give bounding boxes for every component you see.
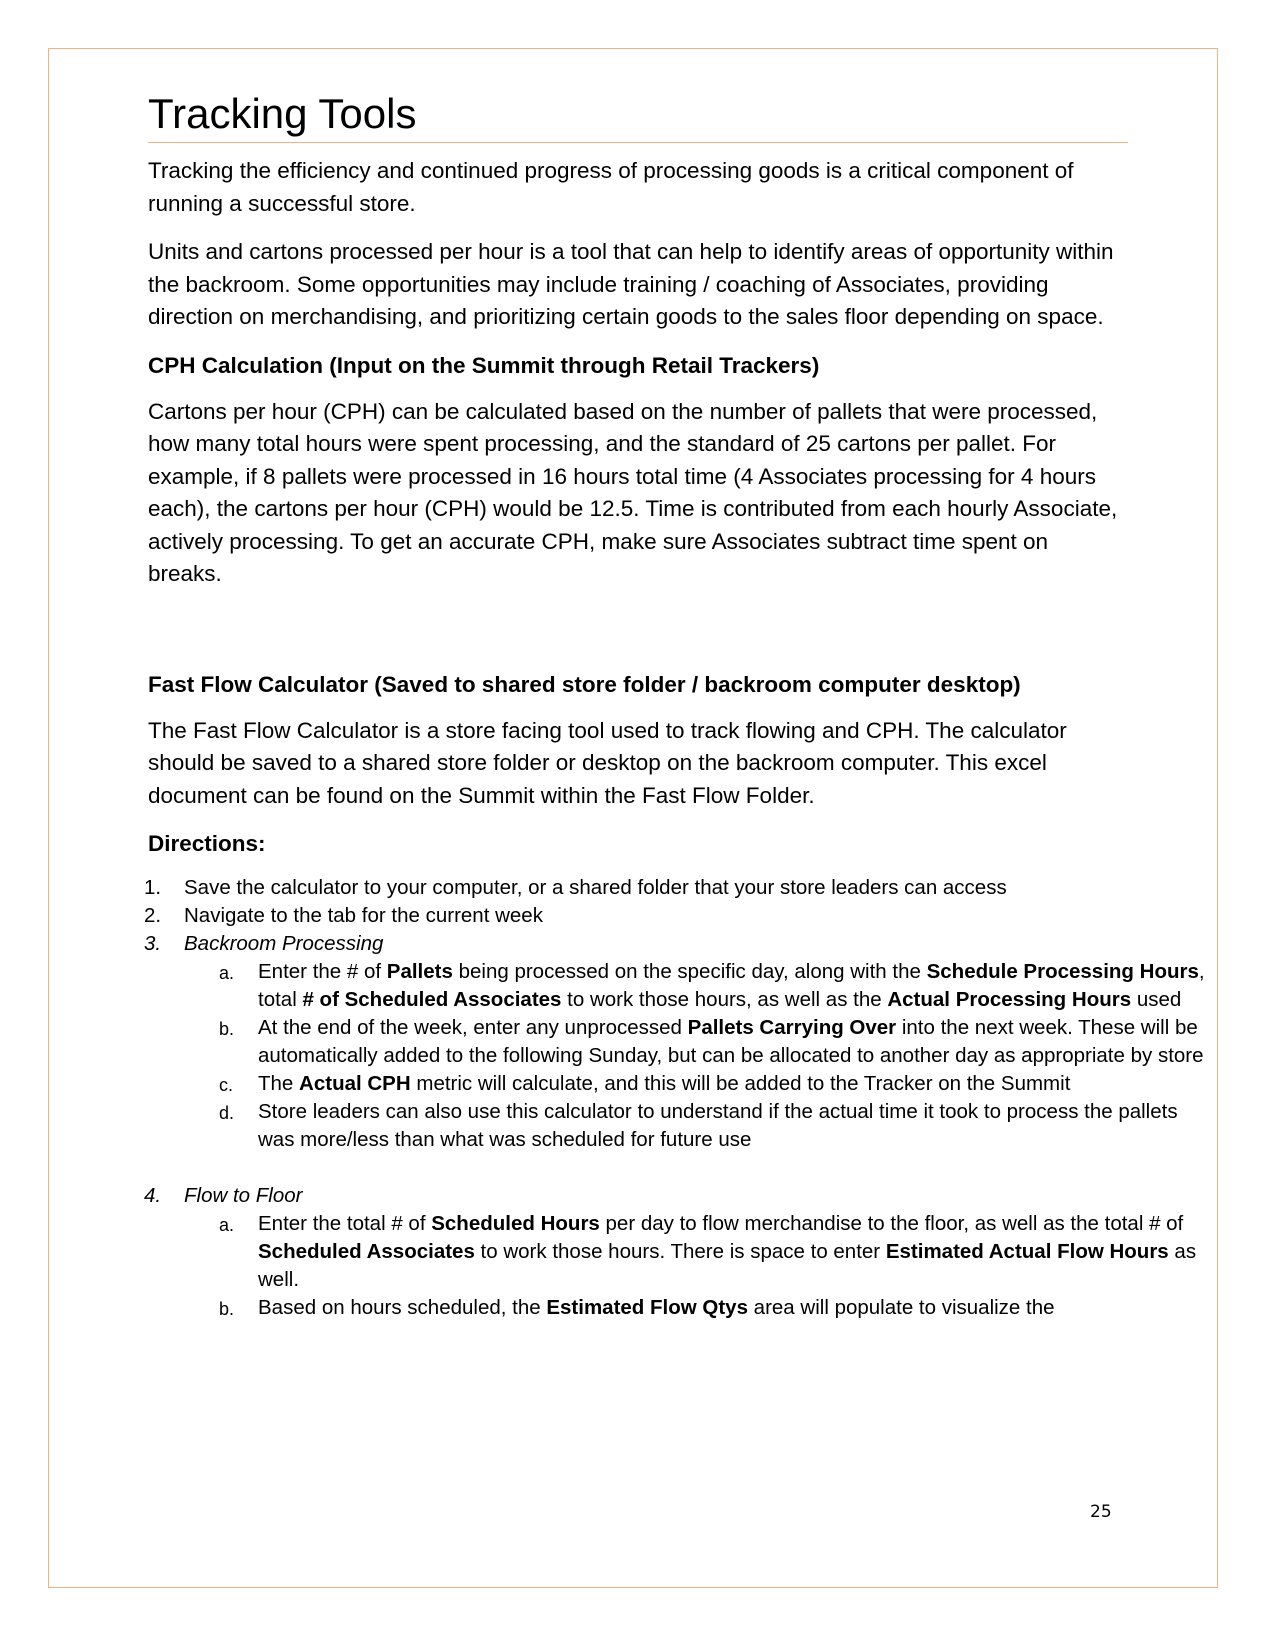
- directions-heading: Directions:: [148, 831, 266, 856]
- backroom-processing-sublist: [184, 958, 1208, 1154]
- intro-paragraph-2: Units and cartons processed per hour is a tool that can help to identify areas of opportunity within the backroom. Some opportunities may include training / coaching of Associates, providing direction on merchandising, and prioritizing certain goods to the sales floor depending on space.: [148, 239, 1114, 329]
- list-spacer: [148, 1154, 1208, 1182]
- sub-list-item: [148, 1014, 1208, 1070]
- bold-term: Scheduled Hours: [431, 1212, 600, 1235]
- text-run: metric will calculate, and this will be added to the Tracker on the Summit: [410, 1072, 1071, 1095]
- text-run: Enter the total # of: [258, 1212, 432, 1235]
- bold-term: Schedule Processing Hours: [926, 960, 1199, 983]
- text-run: as well.: [258, 1240, 1197, 1291]
- text-run: , total: [258, 960, 1205, 1011]
- list-item: [144, 930, 1208, 1154]
- bold-term: Pallets Carrying Over: [687, 1016, 897, 1039]
- sub-list-letter: b.: [219, 1299, 235, 1319]
- list-number: 2.: [144, 904, 162, 927]
- section-gap: [148, 607, 1208, 669]
- bold-term: Actual CPH: [299, 1072, 411, 1095]
- list-item-text: Save the calculator to your computer, or a shared folder that your store leaders can access: [184, 876, 1007, 899]
- list-item-text: Navigate to the tab for the current week: [184, 904, 543, 927]
- fastflow-paragraph: The Fast Flow Calculator is a store facing tool used to track flowing and CPH. The calculator should be saved to a shared store folder or desktop on the backroom computer. This excel document can be found on the Summit within the Fast Flow Folder.: [148, 717, 1067, 808]
- sub-list-item: [148, 1294, 1208, 1322]
- text-run: being processed on the specific day, along with the: [452, 960, 927, 983]
- text-run: into the next week. These will be automatically added to the following Sunday, but can be allocated to another day as appropriate by store: [258, 1016, 1204, 1067]
- text-run: to work those hours, as well as the: [561, 988, 888, 1011]
- text-run: used: [1131, 988, 1182, 1011]
- sub-list-letter: b.: [219, 1019, 235, 1039]
- sub-list-letter: c.: [219, 1075, 234, 1095]
- text-run: Based on hours scheduled, the: [258, 1296, 547, 1319]
- text-run: The: [258, 1072, 300, 1095]
- bold-term: # of Scheduled Associates: [302, 988, 562, 1011]
- page-title: Tracking Tools: [148, 90, 417, 137]
- cph-paragraph: Cartons per hour (CPH) can be calculated based on the number of pallets that were processed, how many total hours were spent processing, and the standard of 25 cartons per pallet. For example, if 8 pallets were processed in 16 hours total time (4 Associates processing for 4 hours each), the cartons per hour (CPH) would be 12.5. Time is contributed from each hourly Associate, actively processing. To get an accurate CPH, make sure Associates subtract time spent on breaks.: [148, 398, 1118, 586]
- text-run: Enter the # of: [258, 960, 387, 983]
- page-content: [144, 90, 1208, 1322]
- bold-term: Actual Processing Hours: [887, 988, 1132, 1011]
- page-number: 25: [1090, 1502, 1112, 1522]
- text-run: to work those hours. There is space to enter: [474, 1240, 886, 1263]
- sub-list-item: [148, 1210, 1208, 1294]
- bold-term: Pallets: [386, 960, 453, 983]
- sub-list-item: [148, 1070, 1208, 1098]
- list-number: 1.: [144, 876, 162, 899]
- title-rule: [148, 142, 1128, 143]
- list-item-text: Backroom Processing: [184, 932, 384, 955]
- text-run: At the end of the week, enter any unprocessed: [258, 1016, 688, 1039]
- list-item: [144, 874, 1208, 902]
- list-item-text: Flow to Floor: [184, 1184, 303, 1207]
- directions-list: [144, 874, 1208, 1322]
- list-item: [144, 902, 1208, 930]
- sub-list-item: [148, 1098, 1208, 1154]
- cph-heading: CPH Calculation (Input on the Summit through Retail Trackers): [148, 352, 820, 378]
- sub-list-letter: d.: [219, 1103, 235, 1123]
- list-number: 4.: [144, 1184, 162, 1207]
- sub-list-item: [148, 958, 1208, 1014]
- text-run: per day to flow merchandise to the floor, as well as the total # of: [599, 1212, 1184, 1235]
- list-item: [144, 1182, 1208, 1322]
- bold-term: Scheduled Associates: [258, 1240, 475, 1263]
- list-number: 3.: [144, 932, 162, 955]
- sub-list-letter: a.: [219, 963, 235, 983]
- bold-term: Estimated Actual Flow Hours: [885, 1240, 1169, 1263]
- text-run: area will populate to visualize the: [747, 1296, 1055, 1319]
- flow-to-floor-sublist: [184, 1210, 1208, 1322]
- sub-list-letter: a.: [219, 1215, 235, 1235]
- fastflow-heading: Fast Flow Calculator (Saved to shared store folder / backroom computer desktop): [148, 671, 1021, 697]
- intro-paragraph-1: Tracking the efficiency and continued progress of processing goods is a critical component of running a successful store.: [148, 158, 1074, 216]
- text-run: Store leaders can also use this calculator to understand if the actual time it took to process the pallets was more/less than what was scheduled for future use: [258, 1100, 1178, 1151]
- bold-term: Estimated Flow Qtys: [546, 1296, 748, 1319]
